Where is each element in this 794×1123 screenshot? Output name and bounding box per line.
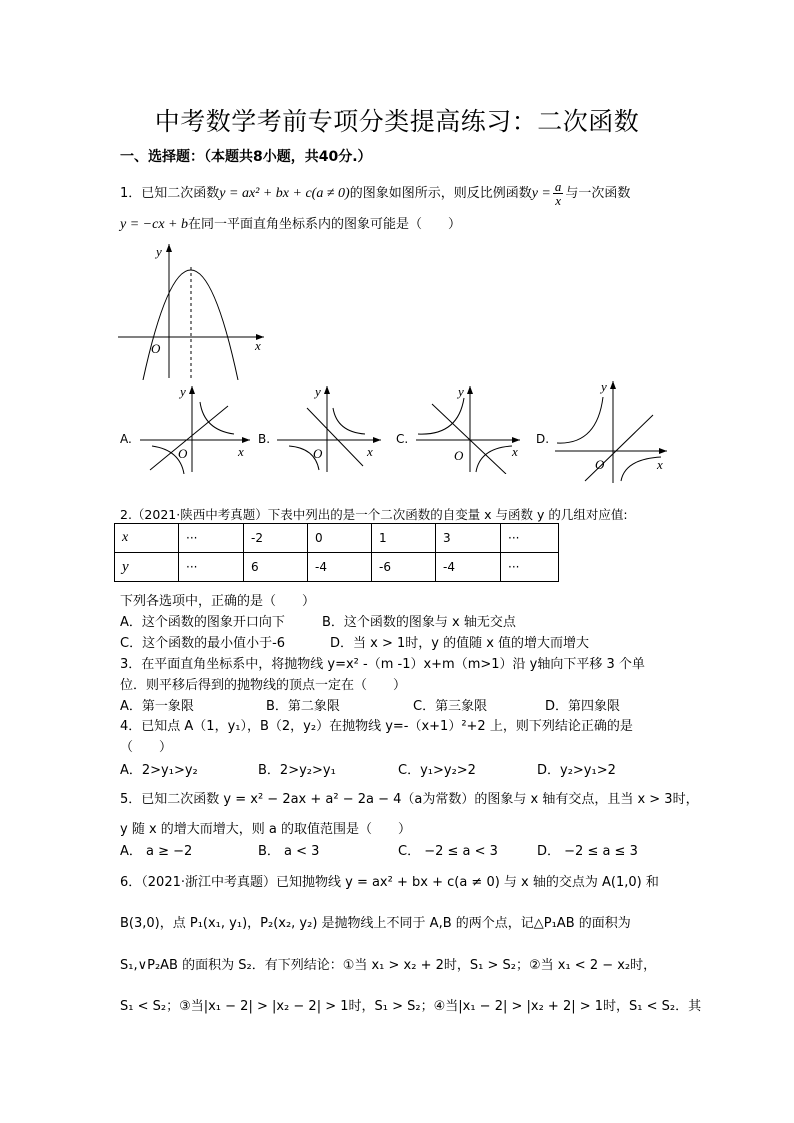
table-cell: 6 xyxy=(244,553,308,582)
q1-option-a-label: A. xyxy=(120,432,132,446)
q4-option-a[interactable]: A．2>y₁>y₂ xyxy=(120,763,198,778)
q1-fraction xyxy=(553,180,564,207)
q2-option-b[interactable]: B．这个函数的图象与 x 轴无交点 xyxy=(322,615,516,630)
q5-option-c[interactable]: C． −2 ≤ a < 3 xyxy=(398,844,498,859)
q1-text-mid: 的图象如图所示，则反比例函数 xyxy=(349,186,532,201)
table-cell: ··· xyxy=(179,553,244,582)
q1-line2 xyxy=(120,213,461,233)
origin-label: O xyxy=(178,446,188,461)
q2-prompt: 下列各选项中，正确的是（ ） xyxy=(120,594,316,609)
q2-stem: 2.（2021·陕西中考真题）下表中列出的是一个二次函数的自变量 x 与函数 y 的几组对应值: xyxy=(120,507,628,522)
q3-option-c[interactable]: C．第三象限 xyxy=(413,699,488,714)
table-cell: ··· xyxy=(501,524,559,553)
q4-line2: （ ） xyxy=(120,740,173,755)
q1-frac-num: a xyxy=(554,179,562,194)
hyperbola-branch-1 xyxy=(200,402,234,434)
q1-option-b-graph[interactable] xyxy=(275,382,385,474)
hyperbola-branch-1 xyxy=(557,397,603,443)
q3-option-d[interactable]: D．第四象限 xyxy=(545,699,621,714)
q3-option-a[interactable]: A．第一象限 xyxy=(120,699,194,714)
hyperbola-branch-2 xyxy=(476,446,512,472)
table-cell: -2 xyxy=(244,524,308,553)
line-graph xyxy=(150,406,228,470)
origin-label: O xyxy=(151,341,161,356)
y-arrow-icon xyxy=(467,386,473,394)
q1-text-post2: 在同一平面直角坐标系内的图象可能是（ ） xyxy=(187,217,461,232)
hyperbola-branch-1 xyxy=(418,398,464,434)
x-axis-label: x xyxy=(512,444,518,459)
y-axis-label: y xyxy=(458,384,464,399)
q5-option-a[interactable]: A． a ≥ −2 xyxy=(120,844,193,859)
q4-line1: 4．已知点 A（1，y₁），B（2，y₂）在抛物线 y=-（x+1）²+2 上，则下列结论正确的是 xyxy=(120,719,633,734)
q1-frac-den: x xyxy=(555,193,562,208)
q3-line1: 3．在平面直角坐标系中，将抛物线 y=x² -（m -1）x+m（m>1）沿 y轴向下平移 3 个单 xyxy=(120,657,645,672)
hyperbola-branch-1 xyxy=(333,408,365,434)
table-cell: y xyxy=(115,553,179,582)
x-axis-label: x xyxy=(255,338,261,353)
q1-option-d-label: D. xyxy=(536,432,550,446)
q2-option-d[interactable]: D．当 x > 1时，y 的值随 x 值的增大而增大 xyxy=(330,636,590,651)
q1-y-eq: y = xyxy=(531,186,551,201)
table-cell: -4 xyxy=(308,553,372,582)
q4-option-d[interactable]: D．y₂>y₁>2 xyxy=(537,763,616,778)
origin-label: O xyxy=(454,448,464,463)
y-arrow-icon xyxy=(166,244,172,252)
table-cell: 3 xyxy=(436,524,501,553)
table-row xyxy=(115,553,559,582)
q5-line1: 5．已知二次函数 y = x² − 2ax + a² − 2a − 4（a为常数）的图象与 x 轴有交点，且当 x > 3时， xyxy=(120,792,699,807)
q2-value-table xyxy=(114,523,559,582)
table-cell: -6 xyxy=(372,553,436,582)
x-arrow-icon xyxy=(512,437,520,443)
q5-line2: y 随 x 的增大而增大，则 a 的取值范围是（ ） xyxy=(120,822,412,837)
q1-quadratic-eq: y = ax² + bx + c(a ≠ 0) xyxy=(219,186,350,201)
table-cell: 0 xyxy=(308,524,372,553)
q5-option-b[interactable]: B． a < 3 xyxy=(258,844,320,859)
section-heading: 一、选择题：（本题共8小题，共40分.） xyxy=(120,149,372,165)
q3-option-b[interactable]: B．第二象限 xyxy=(266,699,340,714)
x-axis-label: x xyxy=(657,457,663,472)
page-title: 中考数学考前专项分类提高练习：二次函数 xyxy=(154,107,640,136)
table-cell: ··· xyxy=(501,553,559,582)
q4-option-b[interactable]: B．2>y₂>y₁ xyxy=(258,763,336,778)
y-arrow-icon xyxy=(324,386,330,394)
table-cell: ··· xyxy=(179,524,244,553)
table-cell: -4 xyxy=(436,553,501,582)
q6-line4: S₁ < S₂；③当|x₁ − 2| > |x₂ − 2| > 1时，S₁ > S₂；④当|x₁ − 2| > |x₂ + 2| > 1时，S₁ < S₂．其 xyxy=(120,999,702,1014)
q1-parabola-graph xyxy=(118,240,268,380)
q2-option-a[interactable]: A．这个函数的图象开口向下 xyxy=(120,615,285,630)
x-arrow-icon xyxy=(659,448,667,454)
q1-option-d-graph[interactable] xyxy=(553,377,671,485)
line-graph xyxy=(432,404,506,474)
y-axis-label: y xyxy=(180,384,186,399)
x-arrow-icon xyxy=(373,437,381,443)
q1-linear-eq: y = −cx + b xyxy=(120,217,188,232)
table-row xyxy=(115,524,559,553)
q1-option-a-graph[interactable] xyxy=(138,382,253,474)
table-cell: x xyxy=(115,524,179,553)
origin-label: O xyxy=(313,446,323,461)
q1-option-c-label: C. xyxy=(396,432,409,446)
x-axis-label: x xyxy=(367,444,373,459)
q2-option-c[interactable]: C．这个函数的最小值小于-6 xyxy=(120,636,286,651)
table-cell: 1 xyxy=(372,524,436,553)
y-axis-label: y xyxy=(156,244,162,259)
q1-line1 xyxy=(120,180,630,207)
q6-line2: B(3,0)，点 P₁(x₁, y₁)，P₂(x₂, y₂) 是抛物线上不同于 A,B 的两个点，记△P₁AB 的面积为 xyxy=(120,916,631,931)
q1-option-b-label: B. xyxy=(258,432,271,446)
q1-text-post: 与一次函数 xyxy=(565,186,631,201)
y-arrow-icon xyxy=(189,386,195,394)
q1-option-c-graph[interactable] xyxy=(414,382,524,474)
q6-line1: 6．（2021·浙江中考真题）已知抛物线 y = ax² + bx + c(a ≠ 0) 与 x 轴的交点为 A(1,0) 和 xyxy=(120,875,659,890)
y-axis-label: y xyxy=(315,384,321,399)
y-axis-label: y xyxy=(601,379,607,394)
origin-label: O xyxy=(595,457,605,472)
q3-line2: 位．则平移后得到的抛物线的顶点一定在（ ） xyxy=(120,678,407,693)
q4-option-c[interactable]: C．y₁>y₂>2 xyxy=(398,763,476,778)
q6-line3: S₁,∨P₂AB 的面积为 S₂．有下列结论：①当 x₁ > x₂ + 2时，S₁ > S₂；②当 x₁ < 2 − x₂时， xyxy=(120,958,657,973)
q5-option-d[interactable]: D． −2 ≤ a ≤ 3 xyxy=(537,844,638,859)
y-arrow-icon xyxy=(610,381,616,389)
x-arrow-icon xyxy=(242,437,250,443)
q1-text-pre: 1．已知二次函数 xyxy=(120,186,220,201)
x-axis-label: x xyxy=(238,444,244,459)
hyperbola-branch-2 xyxy=(621,457,661,481)
